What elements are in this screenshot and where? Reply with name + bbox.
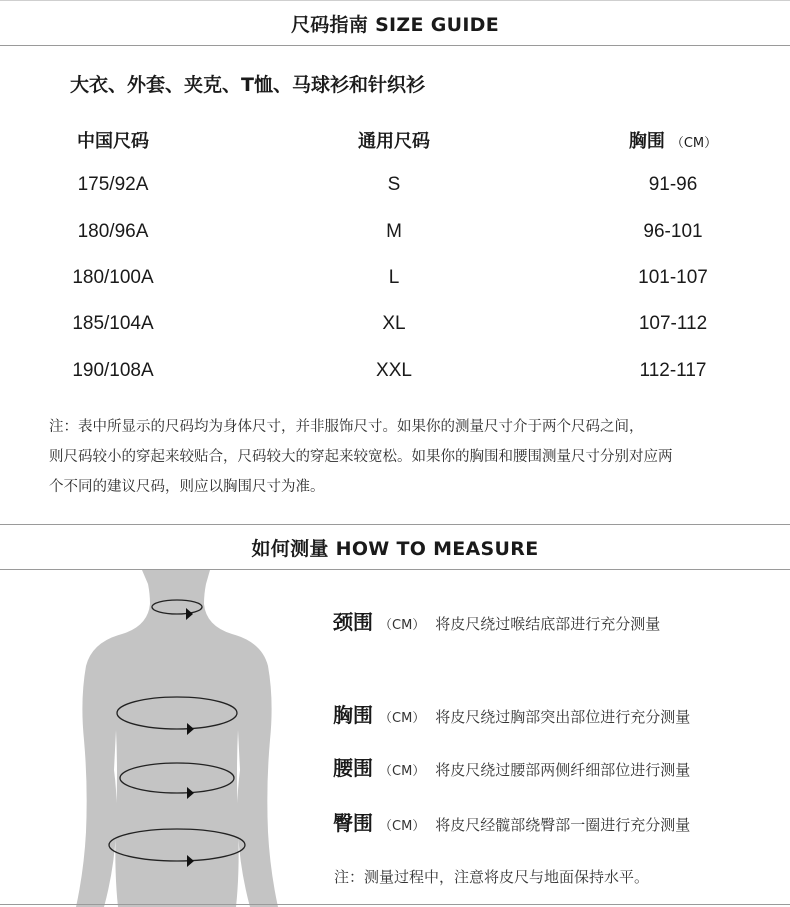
measure-item-waist	[333, 752, 690, 781]
cn-size-cell: 180/100A	[72, 267, 154, 288]
measure-description: 将皮尺绕过喉结底部进行充分测量	[435, 615, 661, 633]
column-header-chest	[629, 127, 717, 153]
how-to-measure-title: 如何测量 HOW TO MEASURE	[251, 537, 539, 560]
category-title: 大衣、外套、夹克、T恤、马球衫和针织衫	[70, 74, 425, 96]
measure-name: 腰围	[333, 756, 373, 780]
measure-description: 将皮尺经髋部绕臀部一圈进行充分测量	[435, 816, 691, 834]
column-header-cn-size: 中国尺码	[77, 131, 149, 152]
size-note	[49, 412, 769, 502]
table-row	[0, 360, 790, 390]
size-note-line: 则尺码较小的穿起来较贴合，尺码较大的穿起来较宽松。如果你的胸围和腰围测量尺寸分别对应两	[49, 449, 673, 465]
chest-cell: 107-112	[638, 313, 708, 334]
measure-unit: （CM）	[379, 764, 426, 779]
measure-name: 胸围	[333, 703, 373, 727]
column-header-chest-unit: （CM）	[670, 136, 718, 151]
cn-size-cell: 185/104A	[72, 313, 154, 334]
how-to-measure-header	[0, 524, 790, 570]
body-silhouette	[76, 570, 278, 907]
measure-description: 将皮尺绕过胸部突出部位进行充分测量	[435, 708, 691, 726]
size-guide-title: 尺码指南 SIZE GUIDE	[290, 13, 500, 36]
measure-unit: （CM）	[379, 618, 426, 633]
measure-name: 颈围	[333, 610, 373, 634]
size-note-line: 注：表中所显示的尺码均为身体尺寸，并非服饰尺寸。如果你的测量尺寸介于两个尺码之间，	[49, 419, 644, 435]
cn-size-cell: 180/96A	[77, 221, 149, 242]
measure-item-hip	[333, 807, 690, 836]
cn-size-cell: 175/92A	[77, 174, 149, 195]
chest-cell: 101-107	[638, 267, 708, 288]
measure-note: 注：测量过程中，注意将皮尺与地面保持水平。	[334, 868, 650, 886]
intl-size-cell: M	[386, 221, 402, 242]
intl-size-cell: XL	[382, 313, 406, 334]
column-header-intl-size: 通用尺码	[358, 131, 430, 152]
chest-cell: 96-101	[643, 221, 703, 242]
measure-item-neck	[333, 606, 660, 635]
measure-item-chest	[333, 699, 690, 728]
cn-size-cell: 190/108A	[72, 360, 154, 381]
size-guide-header	[0, 0, 790, 46]
chest-cell: 112-117	[639, 360, 707, 381]
measure-unit: （CM）	[379, 819, 426, 834]
table-row	[0, 174, 790, 204]
table-row	[0, 267, 790, 297]
intl-size-cell: L	[388, 267, 400, 288]
measure-description: 将皮尺绕过腰部两侧纤细部位进行测量	[435, 761, 691, 779]
table-row	[0, 221, 790, 251]
bottom-divider	[0, 904, 790, 905]
column-header-chest-label: 胸围	[628, 131, 665, 152]
measure-unit: （CM）	[379, 711, 426, 726]
table-row	[0, 313, 790, 343]
intl-size-cell: S	[387, 174, 401, 195]
size-note-line: 个不同的建议尺码，则应以胸围尺寸为准。	[49, 479, 325, 495]
body-figure-illustration	[0, 570, 310, 907]
intl-size-cell: XXL	[376, 360, 412, 381]
measure-name: 臀围	[333, 811, 373, 835]
chest-cell: 91-96	[648, 174, 698, 195]
